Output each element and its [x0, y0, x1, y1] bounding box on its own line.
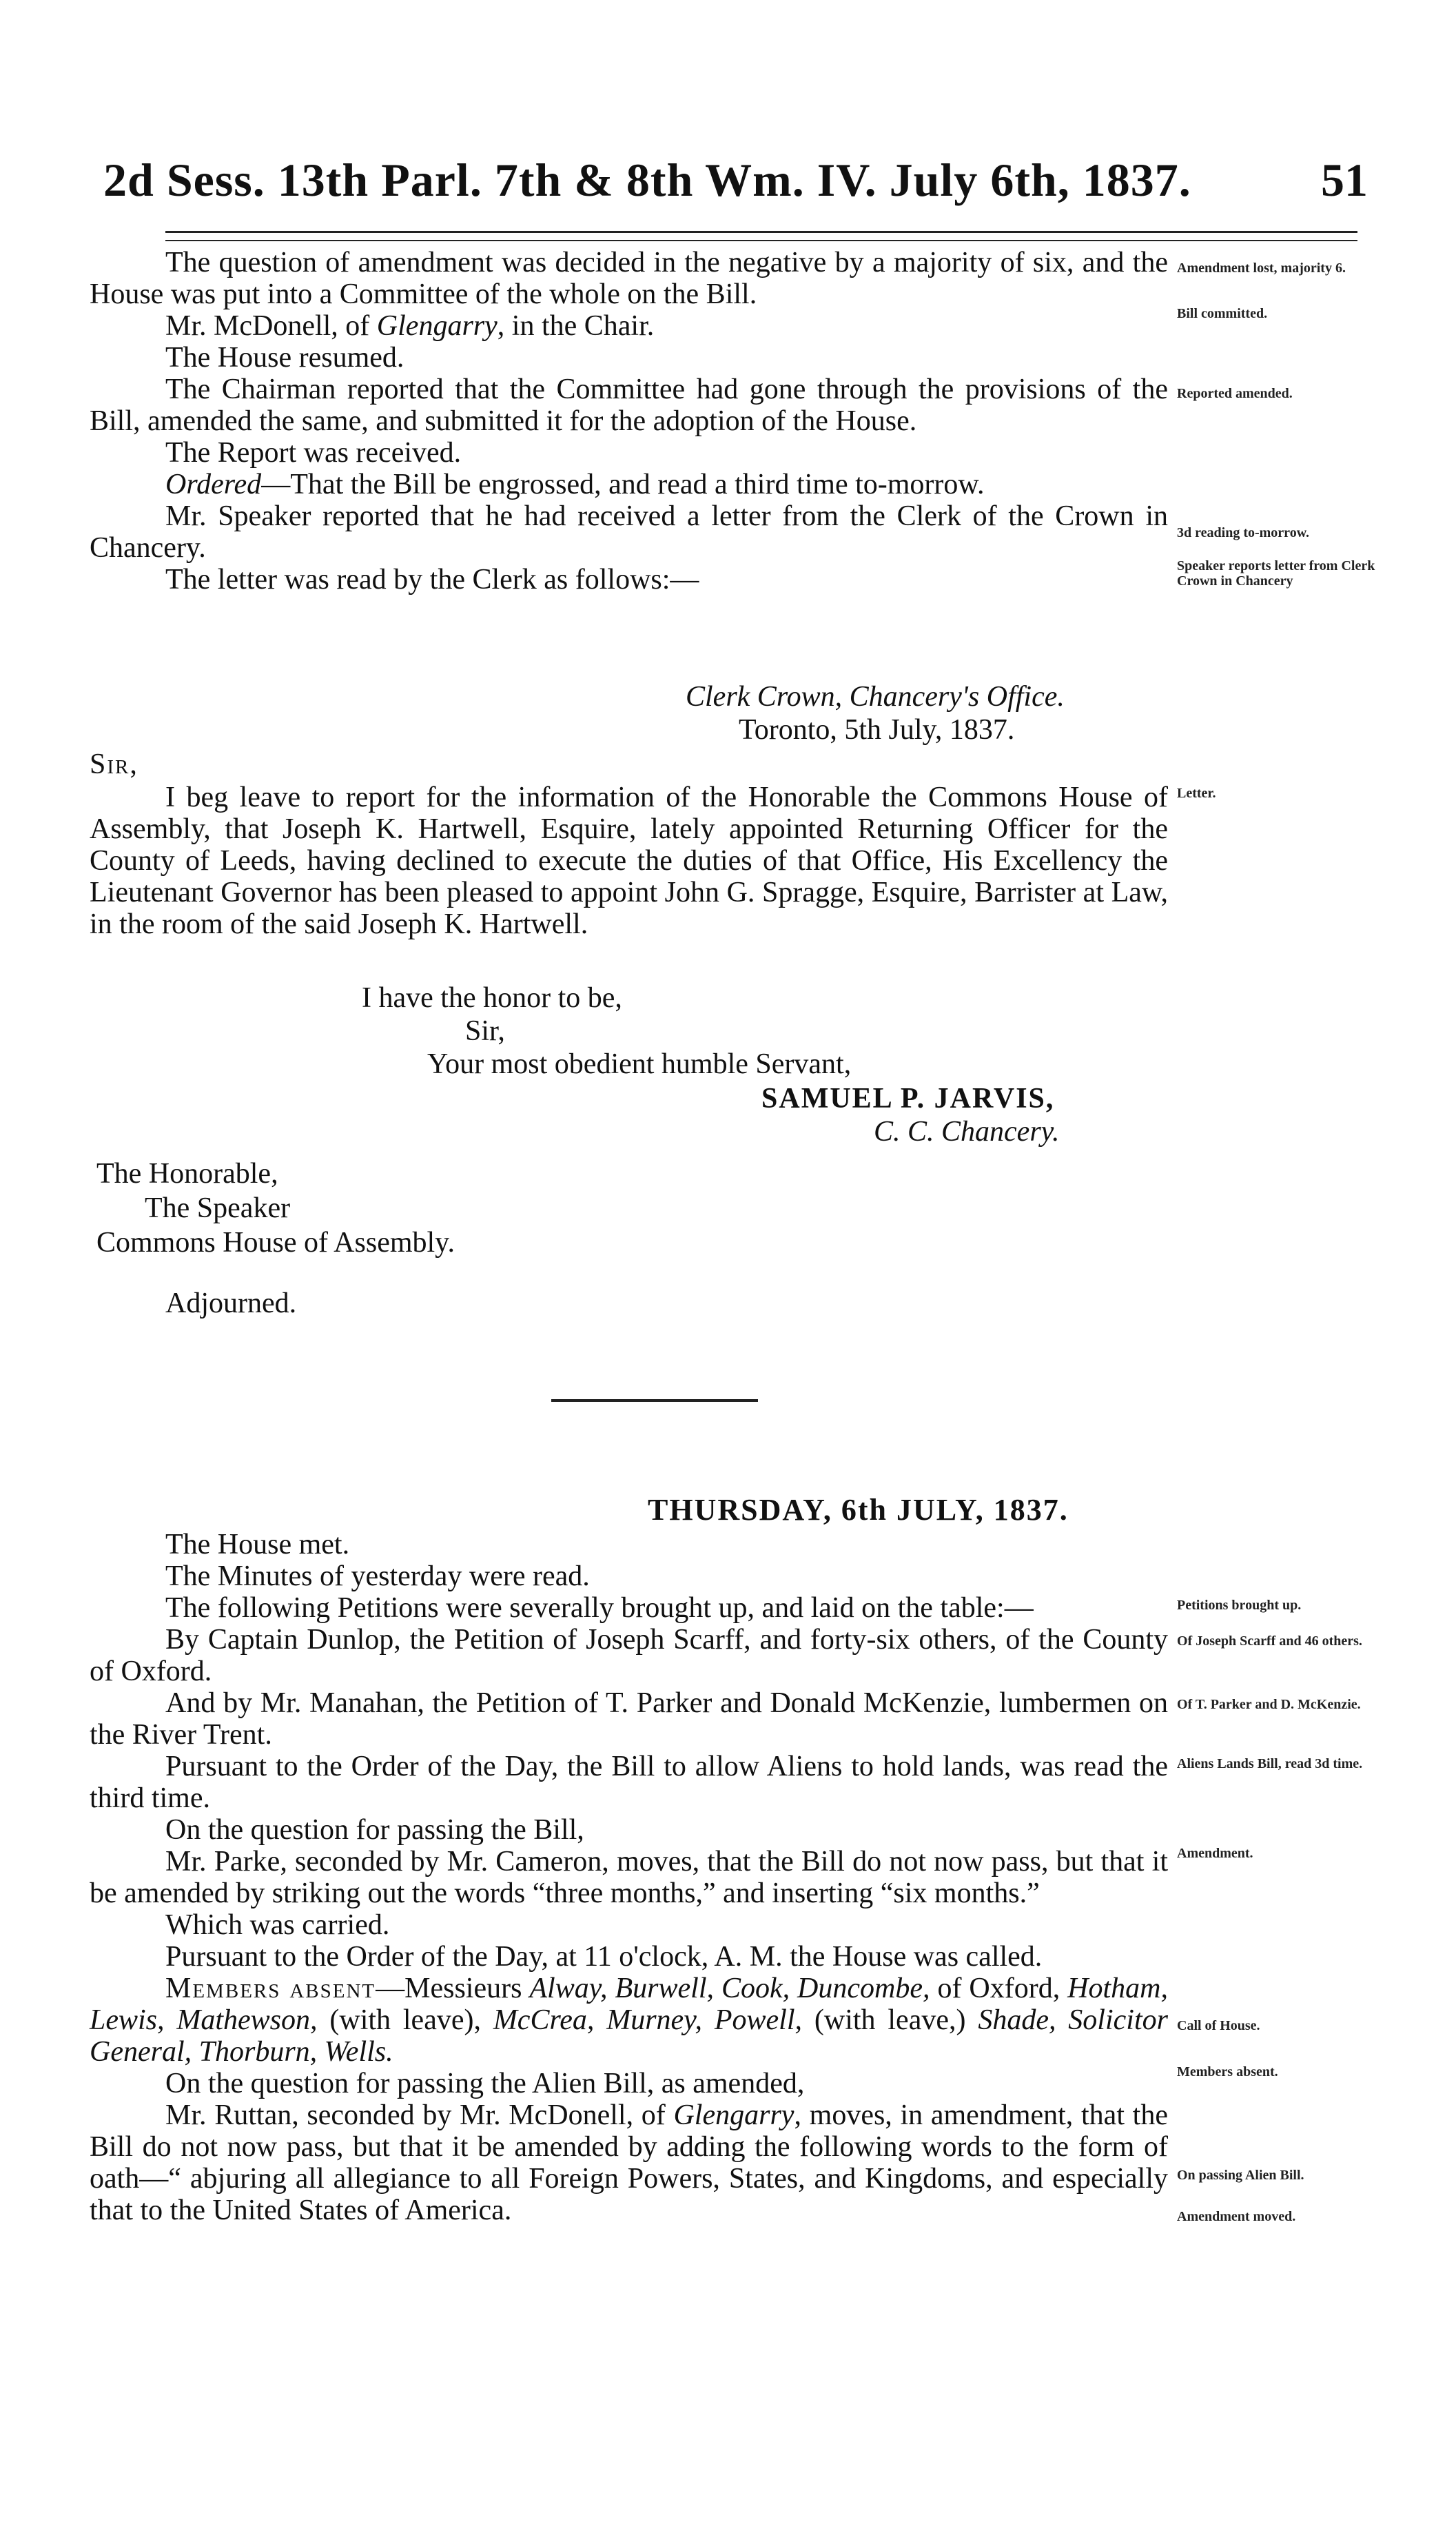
margin-note-aliens-bill: Aliens Lands Bill, read 3d time.	[1177, 1756, 1363, 1771]
margin-note-amendment: Amendment.	[1177, 1846, 1253, 1861]
letter-body: I beg leave to report for the information of the Honorable the Commons House of Assembly, that Joseph K. Hartwell, Esquire, lately appointed Returning Officer for the County of Leeds, having declined to execute the duties of that Office, His Excellency the Lieutenant Governor has been pleased to appoint John G. Spragge, Esquire, Barrister at Law, in the room of the said Joseph K. Hartwell.	[90, 782, 1168, 940]
paragraph-letter-read: The letter was read by the Clerk as follows:—	[165, 564, 699, 596]
letter-signer-title: C. C. Chancery.	[874, 1116, 1060, 1148]
header-title: 2d Sess. 13th Parl. 7th & 8th Wm. IV. July 6th, 1837.	[103, 154, 1191, 206]
paragraph-petitions: The following Petitions were severally brought up, and laid on the table:—	[165, 1592, 1034, 1624]
margin-note-bill-committed: Bill committed.	[1177, 306, 1268, 321]
margin-note-call-of-house: Call of House.	[1177, 2018, 1260, 2033]
letter-closing-2: Sir,	[465, 1015, 505, 1047]
margin-note-reported-amended: Reported amended.	[1177, 386, 1293, 401]
paragraph-house-resumed: The House resumed.	[165, 342, 404, 374]
letter-salutation: Sir,	[90, 749, 139, 780]
margin-note-amendment-lost: Amendment lost, majority 6.	[1177, 261, 1346, 276]
paragraph-carried: Which was carried.	[165, 1909, 390, 1941]
section-proceedings	[90, 247, 1168, 596]
paragraph-chair: Mr. McDonell, of Glengarry, in the Chair.	[165, 310, 655, 342]
paragraph-call-of-house: Pursuant to the Order of the Day, at 11 o'clock, A. M. the House was called.	[165, 1941, 1043, 1973]
letter-body-block	[90, 782, 1168, 940]
paragraph-report-received: The Report was received.	[165, 437, 462, 469]
letter-addressee-1: The Honorable,	[96, 1158, 278, 1190]
paragraph-ruttan-motion: Mr. Ruttan, seconded by Mr. McDonell, of Glengarry, moves, in amendment, that the Bill do not now pass, but that it be amended by adding the following words to the form of oath—“ abjuring all allegiance to all Foreign Powers, States, and Kingdoms, and especially that to the United States of America.	[90, 2099, 1168, 2226]
header-rule	[165, 231, 1357, 241]
paragraph-minutes-read: The Minutes of yesterday were read.	[165, 1560, 590, 1592]
margin-note-letter: Letter.	[1177, 786, 1216, 801]
margin-note-scarff: Of Joseph Scarff and 46 others.	[1177, 1634, 1362, 1649]
letter-addressee-2: The Speaker	[145, 1192, 291, 1224]
section-separator	[551, 1399, 758, 1402]
margin-note-speaker-reports: Speaker reports letter from Clerk Crown in Chancery	[1177, 558, 1375, 589]
letter-addressee-3: Commons House of Assembly.	[96, 1227, 455, 1259]
margin-note-parker: Of T. Parker and D. McKenzie.	[1177, 1697, 1361, 1712]
section-thursday	[90, 1529, 1168, 2226]
paragraph-parke-motion: Mr. Parke, seconded by Mr. Cameron, moves, that the Bill do not now pass, but that it be amended by striking out the words “three months,” and inserting “six months.”	[90, 1846, 1168, 1909]
letter-place-date: Toronto, 5th July, 1837.	[739, 714, 1015, 746]
paragraph-petition-parker: And by Mr. Manahan, the Petition of T. Parker and Donald McKenzie, lumbermen on the River Trent.	[90, 1687, 1168, 1751]
paragraph-alien-bill-question: On the question for passing the Alien Bill, as amended,	[165, 2068, 805, 2099]
paragraph-amendment-decided: The question of amendment was decided in the negative by a majority of six, and the House was put into a Committee of the whole on the Bill.	[90, 247, 1168, 310]
day-heading: THURSDAY, 6th JULY, 1837.	[648, 1493, 1069, 1527]
letter-office: Clerk Crown, Chancery's Office.	[686, 681, 1065, 713]
paragraph-speaker-reported: Mr. Speaker reported that he had received a letter from the Clerk of the Crown in Chancery.	[90, 500, 1168, 564]
letter-closing-3: Your most obedient humble Servant,	[427, 1048, 852, 1080]
page-number: 51	[1321, 154, 1368, 206]
paragraph-chairman-reported: The Chairman reported that the Committee had gone through the provisions of the Bill, amended the same, and submitted it for the adoption of the House.	[90, 374, 1168, 437]
margin-note-petitions: Petitions brought up.	[1177, 1598, 1302, 1613]
paragraph-members-absent: Members absent—Messieurs Alway, Burwell, Cook, Duncombe, of Oxford, Hotham, Lewis, Mathewson, (with leave), McCrea, Murney, Powell, (with leave,) Shade, Solicitor General, Thorburn, Wells.	[90, 1973, 1168, 2068]
paragraph-aliens-bill: Pursuant to the Order of the Day, the Bill to allow Aliens to hold lands, was read the third time.	[90, 1751, 1168, 1814]
paragraph-house-met: The House met.	[165, 1529, 350, 1560]
margin-note-third-reading: 3d reading to-morrow.	[1177, 525, 1310, 540]
letter-closing-1: I have the honor to be,	[362, 982, 622, 1014]
margin-note-amendment-moved: Amendment moved.	[1177, 2209, 1296, 2224]
adjourned: Adjourned.	[165, 1288, 297, 1319]
paragraph-petition-scarff: By Captain Dunlop, the Petition of Joseph Scarff, and forty-six others, of the County of Oxford.	[90, 1624, 1168, 1687]
letter-signer: SAMUEL P. JARVIS,	[761, 1083, 1055, 1115]
paragraph-ordered: Ordered—That the Bill be engrossed, and read a third time to-morrow.	[165, 469, 985, 500]
running-header	[103, 153, 1368, 215]
paragraph-question-passing: On the question for passing the Bill,	[165, 1814, 584, 1846]
margin-note-members-absent: Members absent.	[1177, 2064, 1278, 2079]
margin-note-alien-bill: On passing Alien Bill.	[1177, 2168, 1304, 2183]
